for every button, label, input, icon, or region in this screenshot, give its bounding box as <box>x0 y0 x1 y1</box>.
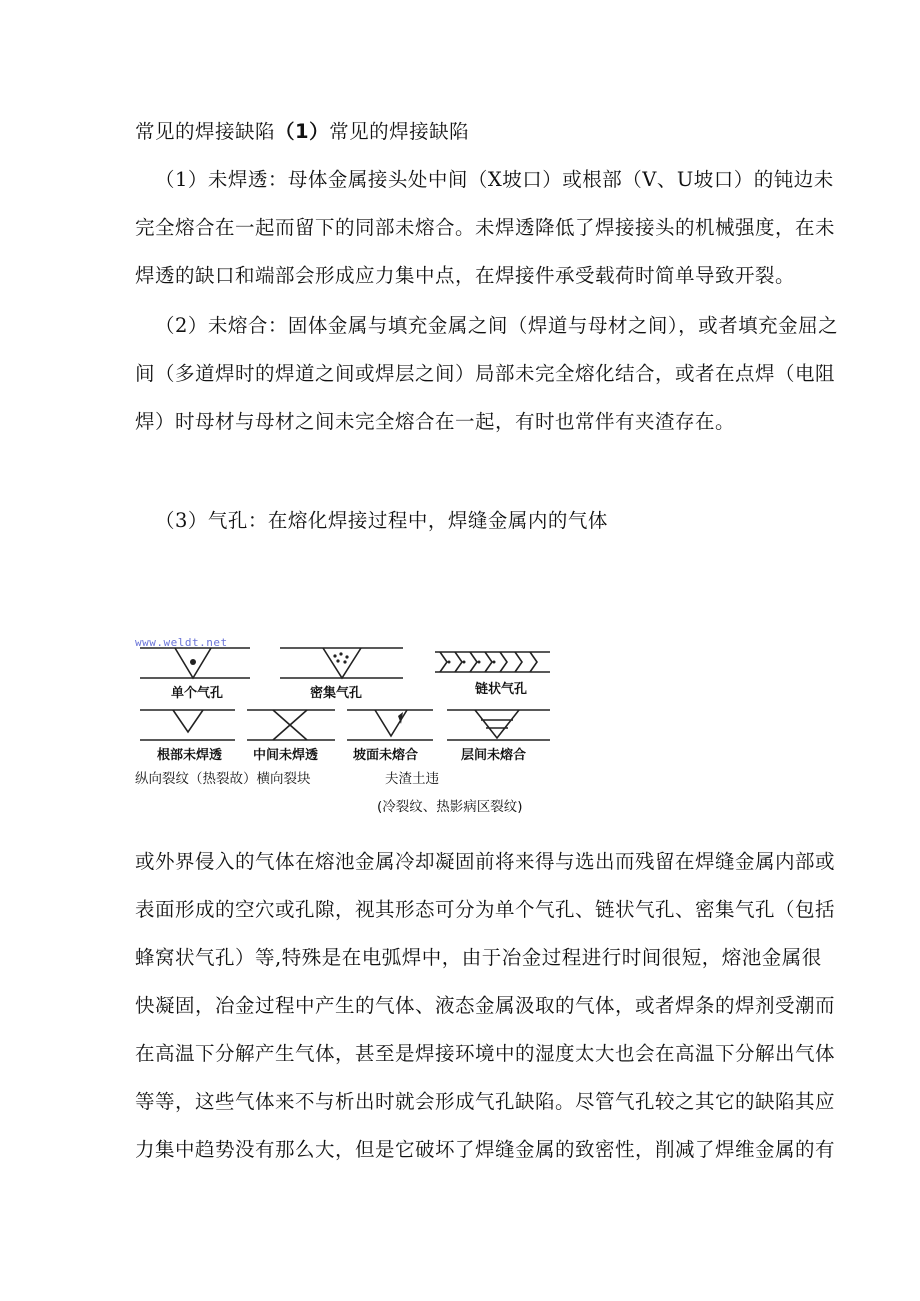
paragraph-line: 完全熔合在一起而留下的同部未熔合。未焊透降低了焊接接头的机械强度，在未 <box>135 216 836 239</box>
figure-caption-c: (冷裂纹、热影病区裂纹) <box>377 799 523 815</box>
paragraph-line: 焊）时母材与母材之间未完全熔合在一起，有时也常伴有夹渣存在。 <box>135 410 736 433</box>
paragraph-line: 或外界侵入的气体在熔池金属冷却凝固前将来得与选出而残留在焊缝金属内部或 <box>135 850 836 873</box>
paragraph-line: 焊透的缺口和端部会形成应力集中点，在焊接件承受载荷时简单导致开裂。 <box>135 264 796 287</box>
figure-caption-b: 夫渣土违 <box>385 771 439 787</box>
paragraph-line: （3）气孔：在熔化焊接过程中，焊缝金属内的气体 <box>155 509 608 532</box>
title-number: （1） <box>275 120 330 143</box>
label-groove-unfused: 坡面未熔合 <box>353 748 419 763</box>
label-interlayer-unfused: 层间未熔合 <box>461 748 527 763</box>
title-text-2: 常见的焊接缺陷 <box>329 120 470 143</box>
paragraph-line: 等等，这些气体来不与析出时就会形成气孔缺陷。尽管气孔较之其它的缺陷其应 <box>135 1090 836 1113</box>
label-chain-pores: 链状气孔 <box>475 682 528 697</box>
weld-defects-figure <box>135 628 555 813</box>
paragraph-line: （2）未熔合：固体金属与填充金属之间（焊道与母材之间），或者填充金屈之 <box>155 314 839 337</box>
paragraph-line: 蜂窝状气孔）等,特殊是在电弧焊中，由于冶金过程进行时间很短，熔池金属很 <box>135 946 822 969</box>
paragraph-line: 在高温下分解产生气体，甚至是焊接环境中的湿度太大也会在高温下分解出气体 <box>135 1042 836 1065</box>
label-dense-pores: 密集气孔 <box>310 686 363 701</box>
watermark: www.weldt.net <box>135 636 228 649</box>
page-title <box>135 116 469 144</box>
label-single-pore: 单个气孔 <box>171 686 224 701</box>
title-text: 常见的焊接缺陷 <box>135 120 276 143</box>
label-middle-incomplete: 中间未焊透 <box>253 748 319 763</box>
paragraph-line: 表面形成的空穴或孔隙，视其形态可分为单个气孔、链状气孔、密集气孔（包括 <box>135 898 836 921</box>
paragraph-line: 间（多道焊时的焊道之间或焊层之间）局部未完全熔化结合，或者在点焊（电阻 <box>135 362 836 385</box>
paragraph-line: （1）未焊透：母体金属接头处中间（X坡口）或根部（V、U坡口）的钝边未 <box>155 168 834 191</box>
paragraph-line: 力集中趋势没有那么大，但是它破坏了焊缝金属的致密性，削减了焊维金属的有 <box>135 1138 836 1161</box>
figure-caption-a: 纵向裂纹（热裂故）横向裂块 <box>135 771 311 787</box>
paragraph-line: 快凝固，冶金过程中产生的气体、液态金属汲取的气体，或者焊条的焊剂受潮而 <box>135 994 836 1017</box>
label-root-incomplete: 根部未焊透 <box>157 748 223 763</box>
